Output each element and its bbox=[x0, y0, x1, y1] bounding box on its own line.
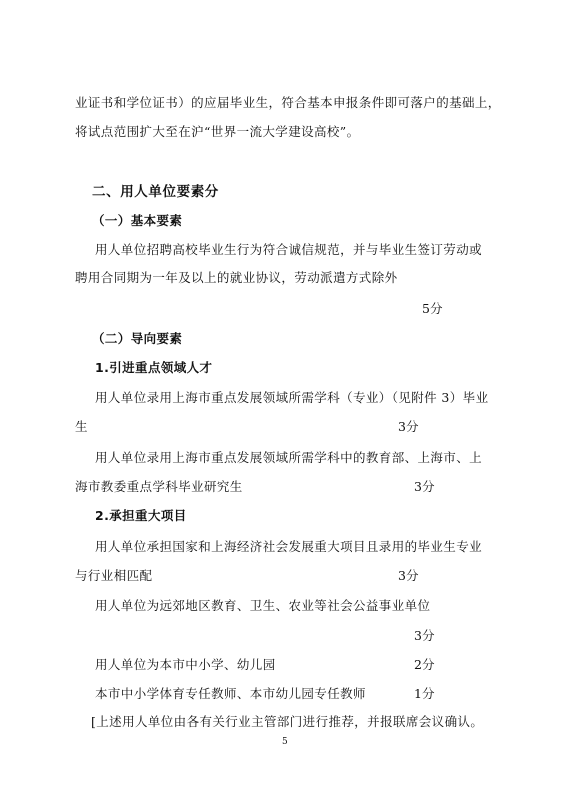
intro-line-2: 将试点范围扩大至在沪“世界一流大学建设高校”。 bbox=[75, 124, 360, 139]
project-item4-score: 1分 bbox=[414, 686, 435, 701]
project-item2-score: 3分 bbox=[414, 628, 435, 643]
talent-item1-score: 3分 bbox=[398, 419, 419, 434]
basic-text-line-1: 用人单位招聘高校毕业生行为符合诚信规范，并与毕业生签订劳动或 bbox=[95, 242, 483, 257]
project-item1-line-1: 用人单位承担国家和上海经济社会发展重大项目且录用的毕业生专业 bbox=[95, 539, 483, 554]
project-heading: 2.承担重大项目 bbox=[95, 508, 187, 523]
recommendation-note: [上述用人单位由各有关行业主管部门进行推荐，并报联席会议确认。 bbox=[91, 714, 484, 729]
project-item3-score: 2分 bbox=[414, 657, 435, 672]
basic-text-line-2: 聘用合同期为一年及以上的就业协议，劳动派遣方式除外 bbox=[75, 270, 398, 285]
talent-heading: 1.引进重点领域人才 bbox=[95, 360, 213, 375]
talent-item2-line-1: 用人单位录用上海市重点发展领域所需学科中的教育部、上海市、上 bbox=[95, 450, 483, 465]
guide-heading: （二）导向要素 bbox=[92, 331, 183, 346]
basic-score: 5分 bbox=[422, 301, 443, 316]
basic-heading: （一）基本要素 bbox=[92, 213, 183, 228]
talent-item2-line-2: 海市教委重点学科毕业研究生 bbox=[75, 479, 243, 494]
project-item1-line-2: 与行业相匹配 bbox=[75, 568, 153, 583]
page-number: 5 bbox=[282, 737, 288, 747]
talent-item1-line-2: 生 bbox=[75, 419, 88, 434]
talent-item1-line-1: 用人单位录用上海市重点发展领域所需学科（专业）（见附件 3）毕业 bbox=[95, 390, 489, 405]
talent-item2-score: 3分 bbox=[414, 479, 435, 494]
project-item4-line-1: 本市中小学体育专任教师、本市幼儿园专任教师 bbox=[95, 686, 366, 701]
section-title: 二、用人单位要素分 bbox=[92, 184, 219, 200]
project-item2-line-1: 用人单位为远郊地区教育、卫生、农业等社会公益事业单位 bbox=[95, 598, 431, 613]
intro-line-1: 业证书和学位证书）的应届毕业生，符合基本申报条件即可落户的基础上， bbox=[75, 95, 501, 110]
project-item1-score: 3分 bbox=[398, 568, 419, 583]
project-item3-line-1: 用人单位为本市中小学、幼儿园 bbox=[95, 657, 276, 672]
